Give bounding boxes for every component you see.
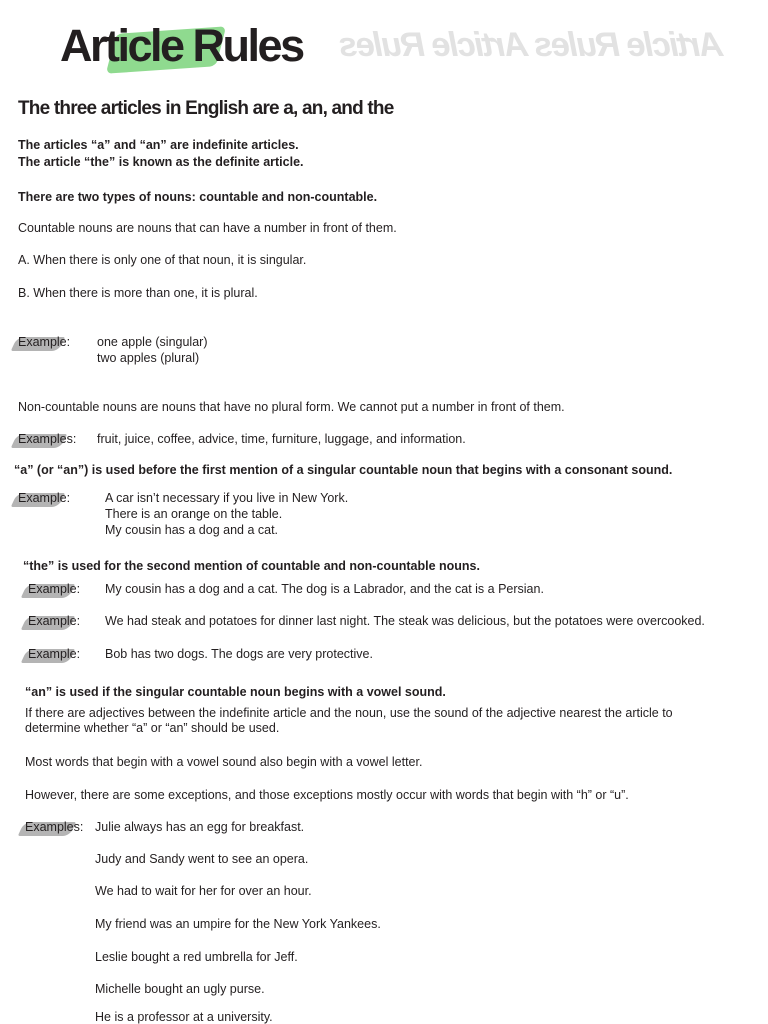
rule-an-para-1: If there are adjectives between the indefinite article and the noun, use the sound of the adjective nearest the article to bbox=[25, 706, 673, 720]
example-line: Julie always has an egg for breakfast. bbox=[95, 820, 305, 834]
countable-rule-a: A. When there is only one of that noun, it is singular. bbox=[18, 253, 307, 267]
example-line: My cousin has a dog and a cat. The dog is a Labrador, and the cat is a Persian. bbox=[105, 582, 544, 596]
example-label: Example: bbox=[18, 335, 71, 349]
rule-a-heading: “a” (or “an”) is used before the first mention of a singular countable noun that begins with a consonant sound. bbox=[14, 463, 673, 477]
example-label: Example: bbox=[18, 491, 71, 505]
example-line: Leslie bought a red umbrella for Jeff. bbox=[95, 950, 298, 964]
example-line: A car isn’t necessary if you live in New York. bbox=[105, 491, 349, 505]
example-line: Bob has two dogs. The dogs are very protective. bbox=[105, 647, 373, 661]
example-line: Michelle bought an ugly purse. bbox=[95, 982, 265, 996]
example-line: There is an orange on the table. bbox=[105, 507, 283, 521]
rule-an-heading: “an” is used if the singular countable noun begins with a vowel sound. bbox=[25, 685, 446, 699]
example-label: Example: bbox=[28, 647, 81, 661]
intro-line-2: The article “the” is known as the definite article. bbox=[18, 155, 304, 169]
page-title: Article Rules bbox=[60, 20, 303, 71]
example-label: Example: bbox=[28, 614, 81, 628]
countable-rule-b: B. When there is more than one, it is plural. bbox=[18, 286, 258, 300]
example-line: one apple (singular) bbox=[97, 335, 208, 349]
rule-an-para-1-cont: determine whether “a” or “an” should be used. bbox=[25, 721, 280, 735]
examples-label: Examples: bbox=[25, 820, 84, 834]
main-heading: The three articles in English are a, an, and the bbox=[18, 98, 394, 119]
ghost-watermark: Article Rules Article Rules bbox=[340, 26, 724, 64]
rule-an-para-2: Most words that begin with a vowel sound also begin with a vowel letter. bbox=[25, 755, 423, 769]
intro-line-1: The articles “a” and “an” are indefinite articles. bbox=[18, 138, 299, 152]
example-line: Judy and Sandy went to see an opera. bbox=[95, 852, 309, 866]
noncountable-definition: Non-countable nouns are nouns that have no plural form. We cannot put a number in front of them. bbox=[18, 400, 565, 414]
example-line: My cousin has a dog and a cat. bbox=[105, 523, 279, 537]
rule-the-heading: “the” is used for the second mention of countable and non-countable nouns. bbox=[23, 559, 480, 573]
example-line: My friend was an umpire for the New York Yankees. bbox=[95, 917, 381, 931]
rule-an-para-3: However, there are some exceptions, and those exceptions mostly occur with words that begin with “h” or “u”. bbox=[25, 788, 629, 802]
nouns-heading: There are two types of nouns: countable and non-countable. bbox=[18, 190, 378, 204]
example-line: We had steak and potatoes for dinner last night. The steak was delicious, but the potatoes were overcooked. bbox=[105, 614, 705, 628]
examples-text: fruit, juice, coffee, advice, time, furniture, luggage, and information. bbox=[97, 432, 466, 446]
example-line: two apples (plural) bbox=[97, 351, 200, 365]
example-line: He is a professor at a university. bbox=[95, 1010, 273, 1024]
example-label: Example: bbox=[28, 582, 81, 596]
examples-label: Examples: bbox=[18, 432, 77, 446]
countable-definition: Countable nouns are nouns that can have a number in front of them. bbox=[18, 221, 397, 235]
example-line: We had to wait for her for over an hour. bbox=[95, 884, 312, 898]
